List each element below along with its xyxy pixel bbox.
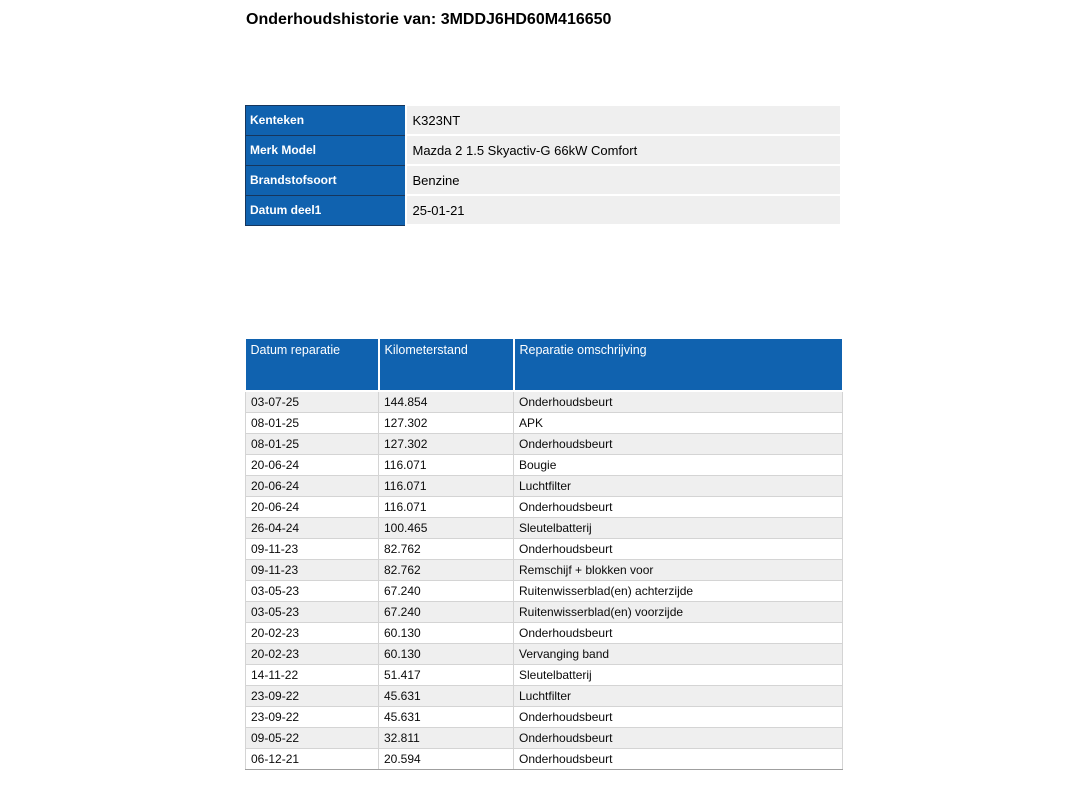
maintenance-row xyxy=(246,748,843,769)
vehicle-info-row xyxy=(246,165,842,195)
repair-date-cell: 26-04-24 xyxy=(246,517,379,538)
repair-description-cell: Onderhoudsbeurt xyxy=(514,391,843,412)
vehicle-info-row xyxy=(246,105,842,135)
repair-date-cell: 08-01-25 xyxy=(246,433,379,454)
vehicle-info-row xyxy=(246,195,842,225)
page-title: Onderhoudshistorie van: 3MDDJ6HD60M416650 xyxy=(246,11,612,28)
maintenance-table-body xyxy=(246,391,843,769)
odometer-cell: 32.811 xyxy=(379,727,514,748)
odometer-cell: 60.130 xyxy=(379,643,514,664)
repair-description-cell: Ruitenwisserblad(en) voorzijde xyxy=(514,601,843,622)
repair-description-cell: Onderhoudsbeurt xyxy=(514,706,843,727)
odometer-cell: 82.762 xyxy=(379,559,514,580)
repair-description-cell: APK xyxy=(514,412,843,433)
vehicle-info-label: Kenteken xyxy=(246,105,406,135)
maintenance-row xyxy=(246,412,843,433)
repair-description-cell: Onderhoudsbeurt xyxy=(514,538,843,559)
maintenance-row xyxy=(246,391,843,412)
repair-date-cell: 03-07-25 xyxy=(246,391,379,412)
odometer-cell: 127.302 xyxy=(379,412,514,433)
vehicle-info-table xyxy=(245,104,842,226)
odometer-cell: 127.302 xyxy=(379,433,514,454)
maintenance-row xyxy=(246,727,843,748)
repair-description-cell: Luchtfilter xyxy=(514,475,843,496)
repair-date-cell: 03-05-23 xyxy=(246,580,379,601)
repair-date-cell: 06-12-21 xyxy=(246,748,379,769)
repair-date-cell: 09-11-23 xyxy=(246,538,379,559)
maintenance-row xyxy=(246,580,843,601)
repair-date-cell: 20-06-24 xyxy=(246,475,379,496)
maintenance-row xyxy=(246,643,843,664)
odometer-cell: 20.594 xyxy=(379,748,514,769)
repair-description-cell: Sleutelbatterij xyxy=(514,664,843,685)
maintenance-row xyxy=(246,622,843,643)
maintenance-row xyxy=(246,433,843,454)
vehicle-info-value: 25-01-21 xyxy=(406,195,842,225)
repair-description-cell: Bougie xyxy=(514,454,843,475)
maintenance-header-row xyxy=(246,339,843,391)
column-header-kilometerstand: Kilometerstand xyxy=(379,339,514,391)
repair-date-cell: 14-11-22 xyxy=(246,664,379,685)
repair-date-cell: 23-09-22 xyxy=(246,706,379,727)
maintenance-row xyxy=(246,538,843,559)
odometer-cell: 116.071 xyxy=(379,454,514,475)
maintenance-row xyxy=(246,706,843,727)
vehicle-info-label: Merk Model xyxy=(246,135,406,165)
maintenance-history-table xyxy=(245,339,844,770)
vehicle-info-value: K323NT xyxy=(406,105,842,135)
maintenance-row xyxy=(246,559,843,580)
odometer-cell: 116.071 xyxy=(379,475,514,496)
odometer-cell: 100.465 xyxy=(379,517,514,538)
maintenance-row xyxy=(246,517,843,538)
maintenance-row xyxy=(246,475,843,496)
maintenance-table-header xyxy=(246,339,843,391)
repair-date-cell: 20-02-23 xyxy=(246,643,379,664)
repair-description-cell: Onderhoudsbeurt xyxy=(514,622,843,643)
vehicle-info-row xyxy=(246,135,842,165)
repair-description-cell: Onderhoudsbeurt xyxy=(514,748,843,769)
repair-date-cell: 08-01-25 xyxy=(246,412,379,433)
vehicle-info-label: Brandstofsoort xyxy=(246,165,406,195)
odometer-cell: 67.240 xyxy=(379,601,514,622)
odometer-cell: 67.240 xyxy=(379,580,514,601)
odometer-cell: 45.631 xyxy=(379,706,514,727)
repair-date-cell: 09-11-23 xyxy=(246,559,379,580)
repair-description-cell: Onderhoudsbeurt xyxy=(514,496,843,517)
repair-date-cell: 09-05-22 xyxy=(246,727,379,748)
repair-date-cell: 20-06-24 xyxy=(246,454,379,475)
maintenance-row xyxy=(246,454,843,475)
vehicle-info-label: Datum deel1 xyxy=(246,195,406,225)
odometer-cell: 144.854 xyxy=(379,391,514,412)
repair-date-cell: 23-09-22 xyxy=(246,685,379,706)
odometer-cell: 116.071 xyxy=(379,496,514,517)
odometer-cell: 51.417 xyxy=(379,664,514,685)
repair-description-cell: Vervanging band xyxy=(514,643,843,664)
odometer-cell: 82.762 xyxy=(379,538,514,559)
repair-description-cell: Sleutelbatterij xyxy=(514,517,843,538)
odometer-cell: 45.631 xyxy=(379,685,514,706)
maintenance-row xyxy=(246,601,843,622)
maintenance-row xyxy=(246,496,843,517)
repair-date-cell: 20-06-24 xyxy=(246,496,379,517)
vehicle-info-value: Benzine xyxy=(406,165,842,195)
column-header-reparatie-omschrijving: Reparatie omschrijving xyxy=(514,339,843,391)
maintenance-row xyxy=(246,685,843,706)
maintenance-row xyxy=(246,664,843,685)
repair-date-cell: 20-02-23 xyxy=(246,622,379,643)
odometer-cell: 60.130 xyxy=(379,622,514,643)
repair-description-cell: Luchtfilter xyxy=(514,685,843,706)
repair-date-cell: 03-05-23 xyxy=(246,601,379,622)
repair-description-cell: Onderhoudsbeurt xyxy=(514,727,843,748)
repair-description-cell: Remschijf + blokken voor xyxy=(514,559,843,580)
vehicle-info-value: Mazda 2 1.5 Skyactiv-G 66kW Comfort xyxy=(406,135,842,165)
vehicle-info-body xyxy=(246,105,842,225)
repair-description-cell: Onderhoudsbeurt xyxy=(514,433,843,454)
repair-description-cell: Ruitenwisserblad(en) achterzijde xyxy=(514,580,843,601)
column-header-datum-reparatie: Datum reparatie xyxy=(246,339,379,391)
